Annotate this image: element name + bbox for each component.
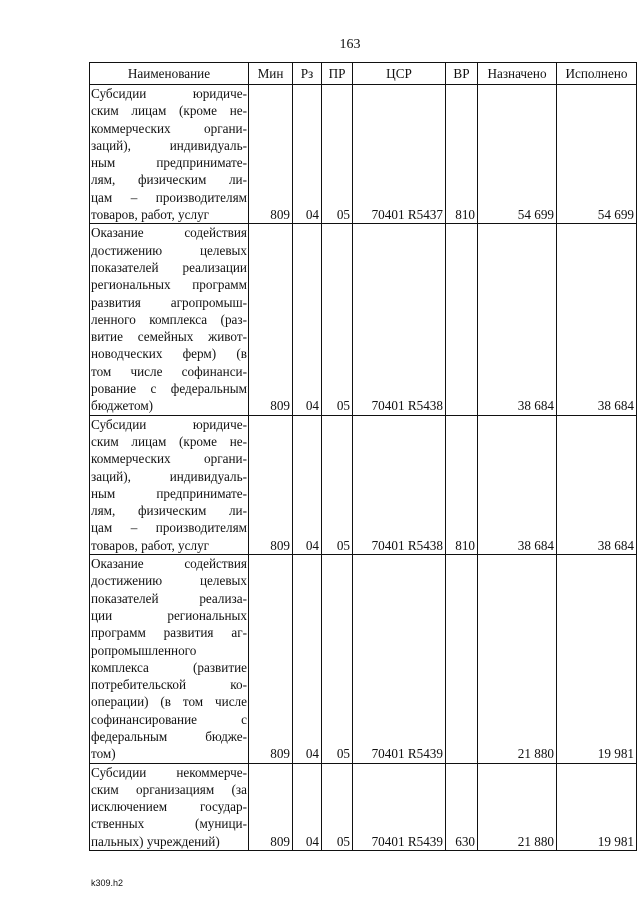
- row-name-line: Оказание содействия: [91, 556, 247, 572]
- row-name-line: софинансирование с: [91, 711, 247, 727]
- column-header-min: Мин: [249, 63, 293, 85]
- row-name-line: коммерческих органи-: [91, 120, 247, 136]
- column-header-pr: ПР: [322, 63, 353, 85]
- row-name-line: программ развития аг-: [91, 625, 247, 641]
- rz-cell: 04: [293, 224, 322, 415]
- vr-cell: 810: [446, 85, 478, 224]
- row-name-line: рование с федеральным: [91, 381, 247, 397]
- rz-cell: 04: [293, 555, 322, 764]
- row-name-line: ции региональных: [91, 607, 247, 623]
- row-name-line: заций), индивидуаль-: [91, 468, 247, 484]
- csr-cell: 70401 R5438: [353, 224, 446, 415]
- csr-cell: 70401 R5439: [353, 555, 446, 764]
- row-name-line: потребительской ко-: [91, 677, 247, 693]
- row-name-cell: [90, 763, 249, 850]
- pr-cell: 05: [322, 555, 353, 764]
- row-name-line: цам – производителям: [91, 189, 247, 205]
- vr-cell: [446, 555, 478, 764]
- row-name-line: пальных) учреждений): [91, 833, 220, 849]
- row-name-line: бюджетом): [91, 398, 154, 414]
- vr-cell: 810: [446, 415, 478, 554]
- csr-cell: 70401 R5439: [353, 763, 446, 850]
- table-row: [90, 85, 637, 224]
- pr-cell: 05: [322, 85, 353, 224]
- pr-cell: 05: [322, 763, 353, 850]
- table-header-row: [90, 63, 637, 85]
- executed-cell: 19 981: [557, 763, 637, 850]
- row-name-line: региональных программ: [91, 277, 247, 293]
- column-header-csr: ЦСР: [353, 63, 446, 85]
- executed-cell: 54 699: [557, 85, 637, 224]
- row-name-line: ским лицам (кроме не-: [91, 103, 247, 119]
- row-name-cell: [90, 415, 249, 554]
- assigned-cell: 21 880: [478, 555, 557, 764]
- row-name-line: достижению целевых: [91, 573, 247, 589]
- min-cell: 809: [249, 224, 293, 415]
- pr-cell: 05: [322, 224, 353, 415]
- row-name-line: Субсидии юридиче-: [91, 86, 247, 101]
- table-body: [90, 85, 637, 851]
- min-cell: 809: [249, 555, 293, 764]
- row-name-line: Оказание содействия: [91, 225, 247, 241]
- assigned-cell: 38 684: [478, 224, 557, 415]
- row-name-line: том): [91, 746, 116, 762]
- rz-cell: 04: [293, 415, 322, 554]
- row-name-line: том числе софинанси-: [91, 363, 247, 379]
- pr-cell: 05: [322, 415, 353, 554]
- row-name-line: лям, физическим ли-: [91, 172, 247, 188]
- row-name-line: ропромышленного: [91, 642, 197, 658]
- table-row: [90, 224, 637, 415]
- rz-cell: 04: [293, 85, 322, 224]
- row-name-cell: [90, 224, 249, 415]
- row-name-line: исключением государ-: [91, 799, 247, 815]
- executed-cell: 38 684: [557, 415, 637, 554]
- row-name-line: товаров, работ, услуг: [91, 207, 210, 223]
- column-header-name: Наименование: [90, 63, 249, 85]
- row-name-cell: [90, 555, 249, 764]
- row-name-line: достижению целевых: [91, 242, 247, 258]
- min-cell: 809: [249, 415, 293, 554]
- row-name-line: Субсидии некоммерче-: [91, 764, 247, 780]
- column-header-executed: Исполнено: [557, 63, 637, 85]
- csr-cell: 70401 R5438: [353, 415, 446, 554]
- executed-cell: 38 684: [557, 224, 637, 415]
- row-name-line: ным предпринимате-: [91, 155, 247, 171]
- row-name-line: ным предпринимате-: [91, 485, 247, 501]
- min-cell: 809: [249, 763, 293, 850]
- page-number: 163: [339, 37, 361, 52]
- row-name-line: Субсидии юридиче-: [91, 416, 247, 432]
- assigned-cell: 38 684: [478, 415, 557, 554]
- budget-table: [89, 62, 637, 851]
- footer-code: k309.h2: [91, 878, 124, 888]
- min-cell: 809: [249, 85, 293, 224]
- executed-cell: 19 981: [557, 555, 637, 764]
- row-name-line: товаров, работ, услуг: [91, 537, 210, 553]
- row-name-line: цам – производителям: [91, 520, 247, 536]
- column-header-vr: ВР: [446, 63, 478, 85]
- row-name-line: показателей реализа-: [91, 590, 247, 606]
- row-name-line: витие семейных живот-: [91, 329, 247, 345]
- column-header-rz: Рз: [293, 63, 322, 85]
- row-name-line: показателей реализации: [91, 259, 247, 275]
- row-name-line: ским организациям (за: [91, 781, 247, 797]
- row-name-line: развития агропромыш-: [91, 294, 247, 310]
- assigned-cell: 54 699: [478, 85, 557, 224]
- row-name-line: операции) (в том числе: [91, 694, 247, 710]
- row-name-line: федеральным бюдже-: [91, 728, 247, 744]
- row-name-line: ственных (муници-: [91, 816, 247, 832]
- vr-cell: [446, 224, 478, 415]
- row-name-cell: [90, 85, 249, 224]
- csr-cell: 70401 R5437: [353, 85, 446, 224]
- table-row: [90, 555, 637, 764]
- vr-cell: 630: [446, 763, 478, 850]
- table-row: [90, 763, 637, 850]
- row-name-line: заций), индивидуаль-: [91, 137, 247, 153]
- row-name-line: лям, физическим ли-: [91, 503, 247, 519]
- row-name-line: ленного комплекса (раз-: [91, 311, 247, 327]
- rz-cell: 04: [293, 763, 322, 850]
- assigned-cell: 21 880: [478, 763, 557, 850]
- table-row: [90, 415, 637, 554]
- row-name-line: комплекса (развитие: [91, 659, 247, 675]
- row-name-line: новодческих ферм) (в: [91, 346, 247, 362]
- row-name-line: ским лицам (кроме не-: [91, 433, 247, 449]
- row-name-line: коммерческих органи-: [91, 451, 247, 467]
- column-header-assigned: Назначено: [478, 63, 557, 85]
